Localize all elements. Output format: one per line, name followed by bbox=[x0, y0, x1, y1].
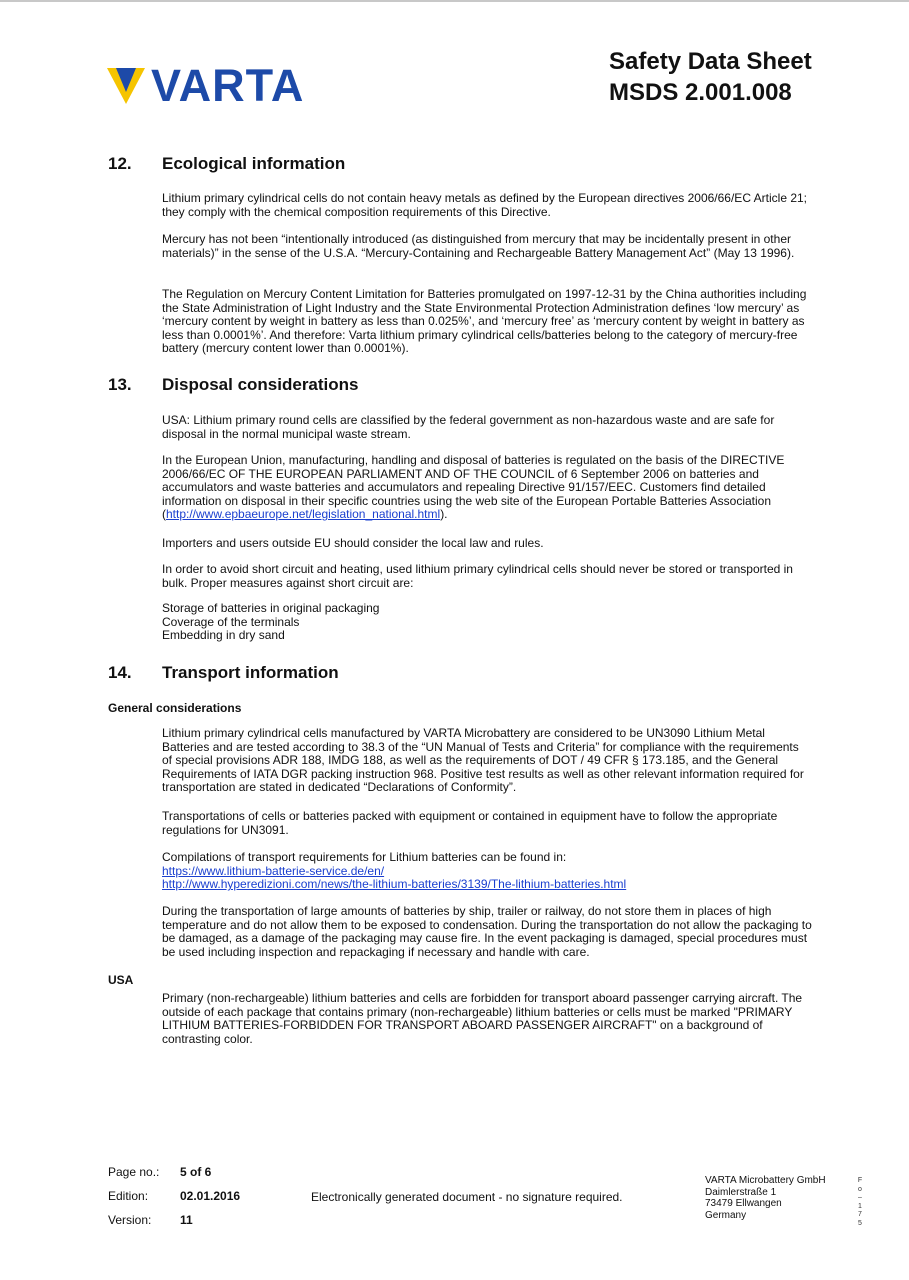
short-circuit-measures-list bbox=[162, 602, 812, 643]
list-item: Coverage of the terminals bbox=[162, 614, 300, 629]
form-code bbox=[856, 1177, 864, 1228]
paragraph-text: Compilations of transport requirements for Lithium batteries can be found in: bbox=[162, 850, 567, 864]
paragraph: Lithium primary cylindrical cells manufactured by VARTA Microbattery are considered to be UN3090 Lithium Metal Batteries and are tested according to 38.3 of the “UN Manual of Tests and Criteria” for compliance with the requirements of special provisions ADR 188, IMDG 188, as well as the requirements of DOT / 49 CFR § 173.185, and the General Requirements of IATA DGR packing instruction 968. Positive test results as well as other relevant information required for transportation are stated in dedicated “Declarations of Conformity”. bbox=[162, 726, 804, 795]
form-code-char: 7 bbox=[858, 1211, 862, 1218]
section-number: 13. bbox=[108, 375, 132, 394]
signature-note: Electronically generated document - no signature required. bbox=[311, 1190, 623, 1204]
section-title: Disposal considerations bbox=[162, 375, 359, 394]
hyperedizioni-link[interactable]: http://www.hyperedizioni.com/news/the-lithium-batteries/3139/The-lithium-batteries.html bbox=[162, 877, 627, 892]
edition-label: Edition: bbox=[108, 1189, 149, 1203]
paragraph: USA: Lithium primary round cells are classified by the federal government as non-hazardous waste and are safe for disposal in the normal municipal waste stream. bbox=[162, 413, 775, 441]
form-code-char: – bbox=[858, 1194, 862, 1201]
form-code-char: o bbox=[858, 1185, 862, 1193]
paragraph: During the transportation of large amounts of batteries by ship, trailer or railway, do not store them in places of high temperature and do not allow them to be exposed to condensation. During the transportation do not allow the packaging to be damaged, as a damage of the packaging may cause fire. In the event packaging is damaged, special procedures must be used including inspection and repackaging if necessary and handle with care. bbox=[162, 904, 812, 959]
paragraph bbox=[162, 454, 812, 522]
section-number: 14. bbox=[108, 663, 132, 682]
paragraph: Importers and users outside EU should consider the local law and rules. bbox=[162, 536, 544, 550]
subheading-usa: USA bbox=[108, 973, 134, 987]
title-line-2: MSDS 2.001.008 bbox=[609, 79, 792, 106]
epba-link[interactable]: http://www.epbaeurope.net/legislation_national.html bbox=[166, 507, 441, 522]
list-item: Storage of batteries in original packaging bbox=[162, 601, 380, 615]
page-number-label: Page no.: bbox=[108, 1165, 160, 1179]
address-line: 73479 Ellwangen bbox=[705, 1198, 782, 1209]
address-line: Daimlerstraße 1 bbox=[705, 1186, 777, 1198]
form-code-char: F bbox=[857, 1177, 863, 1184]
section-title: Transport information bbox=[162, 663, 339, 682]
paragraph-text: In the European Union, manufacturing, handling and disposal of batteries is regulated on the basis of the DIRECTIVE 2006/66/EC OF THE EUROPEAN PARLIAMENT AND OF THE COUNCIL of 6 September 2006 on batteries and accumulators and waste batteries and accumulators and repealing Directive 91/157/EEC. Customers find detailed information on disposal in their specific countries using the web site of the European Portable Batteries Association ( bbox=[162, 453, 785, 522]
paragraph: In order to avoid short circuit and heating, used lithium primary cylindrical cells should never be stored or transported in bulk. Proper measures against short circuit are: bbox=[162, 562, 793, 590]
varta-logo bbox=[107, 60, 305, 111]
title-line-1: Safety Data Sheet bbox=[609, 48, 812, 75]
transport-links-block bbox=[162, 851, 812, 892]
form-code-char: 1 bbox=[858, 1202, 862, 1210]
lithium-batterie-service-link[interactable]: https://www.lithium-batterie-service.de/en/ bbox=[162, 863, 385, 878]
varta-v-emblem-icon bbox=[107, 68, 145, 104]
document-title bbox=[609, 46, 812, 108]
subheading-general-considerations: General considerations bbox=[108, 701, 242, 715]
page-number-value: 5 of 6 bbox=[180, 1165, 212, 1179]
paragraph: Lithium primary cylindrical cells do not contain heavy metals as defined by the European directives 2006/66/EC Article 21; they comply with the chemical composition requirements of this Directive. bbox=[162, 191, 808, 219]
form-code-char: 5 bbox=[858, 1219, 862, 1227]
section-title: Ecological information bbox=[162, 154, 346, 173]
paragraph: The Regulation on Mercury Content Limitation for Batteries promulgated on 1997-12-31 by the China authorities including the State Administration of Light Industry and the State Environmental Protection Administration defines ‘low mercury’ as ‘mercury content by weight in battery as less than 0.025%’, and ‘mercury free’ as ‘mercury content by weight in battery as less than 0.0001%’. And therefore: Varta lithium primary cylindrical cells/batteries belong to the category of mercury-free battery (mercury content lower than 0.0001%). bbox=[162, 287, 807, 356]
logo-wordmark: VARTA bbox=[151, 60, 305, 111]
page-top-border bbox=[0, 0, 909, 2]
paragraph: Primary (non-rechargeable) lithium batteries and cells are forbidden for transport aboard passenger carrying aircraft. The outside of each package that contains primary (non-rechargeable) lithium batteries or cells must be marked "PRIMARY LITHIUM BATTERIES-FORBIDDEN FOR TRANSPORT ABOARD PASSENGER AIRCRAFT" on a background of contrasting color. bbox=[162, 991, 803, 1046]
version-label: Version: bbox=[108, 1213, 152, 1227]
edition-value: 02.01.2016 bbox=[180, 1189, 241, 1203]
address-line: Germany bbox=[705, 1209, 747, 1221]
company-address bbox=[705, 1175, 826, 1221]
address-line: VARTA Microbattery GmbH bbox=[705, 1175, 826, 1186]
list-item: Embedding in dry sand bbox=[162, 628, 285, 643]
paragraph: Mercury has not been “intentionally introduced (as distinguished from mercury that may be incidentally present in other materials)” in the sense of the U.S.A. “Mercury-Containing and Rechargeable Battery Management Act” (May 13 1996). bbox=[162, 232, 795, 260]
paragraph-text-end: ). bbox=[440, 507, 448, 522]
version-value: 11 bbox=[180, 1213, 193, 1227]
section-number: 12. bbox=[108, 154, 132, 173]
paragraph: Transportations of cells or batteries packed with equipment or contained in equipment have to follow the appropriate regulations for UN3091. bbox=[162, 809, 778, 837]
